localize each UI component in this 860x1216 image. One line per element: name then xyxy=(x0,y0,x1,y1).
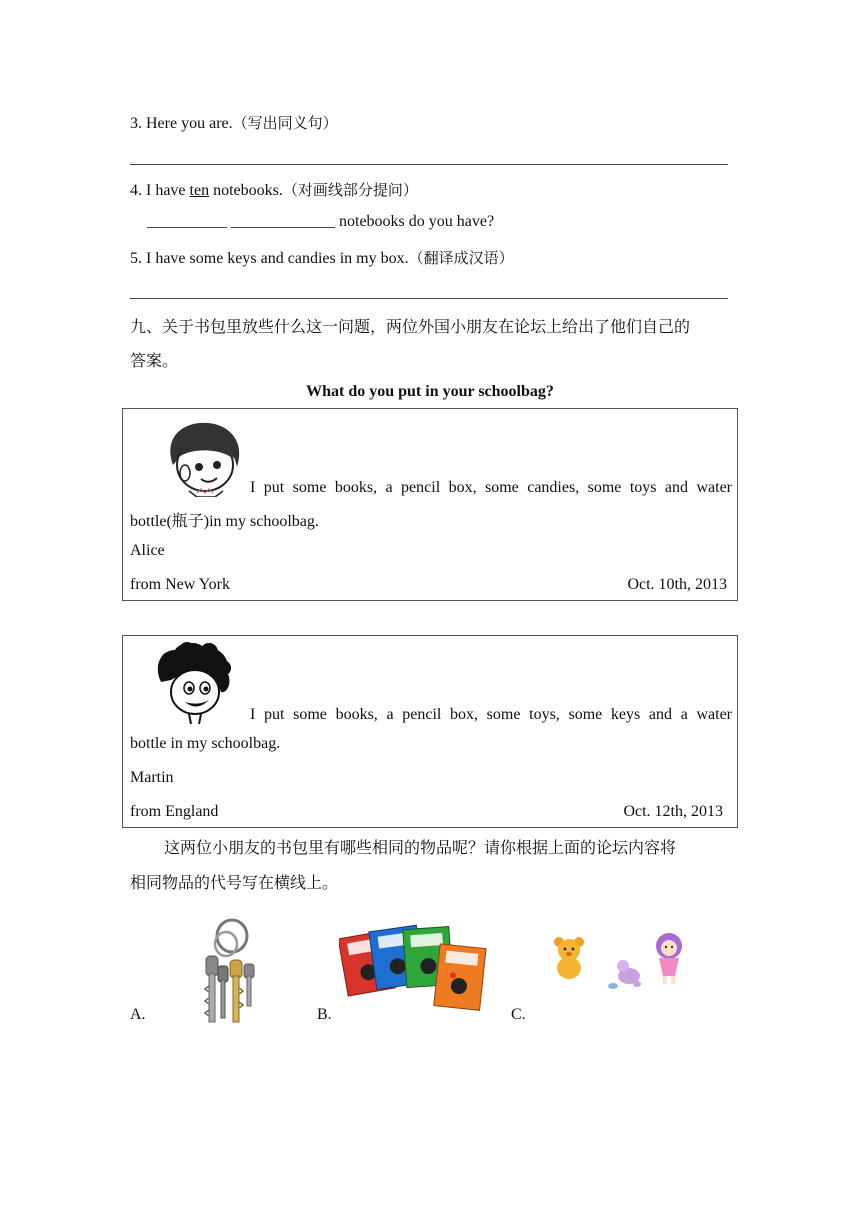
answer-line-3[interactable] xyxy=(130,164,728,165)
section-9-intro-line-2: 答案。 xyxy=(130,351,179,370)
option-a-label: A. xyxy=(130,1006,146,1023)
keys-icon xyxy=(196,916,266,1024)
question-4-answer-tail: notebooks do you have? xyxy=(335,213,495,230)
girl-avatar xyxy=(153,417,253,497)
option-a[interactable] xyxy=(130,914,270,1024)
toys-icon xyxy=(551,932,691,996)
post-1-line-1: I put some books, a pencil box, some candies, some toys and water xyxy=(250,479,732,496)
post-1-location: from New York xyxy=(130,576,230,593)
post-2-author: Martin xyxy=(130,769,174,786)
question-line-1: 这两位小朋友的书包里有哪些相同的物品呢？请你根据上面的论坛内容将 xyxy=(164,838,677,857)
question-4-prefix: 4. I have xyxy=(130,182,190,199)
post-2-line-1: I put some books, a pencil box, some toys, some keys and a water xyxy=(250,706,732,723)
option-b-label: B. xyxy=(317,1006,332,1023)
forum-post-martin xyxy=(122,635,738,828)
question-3-note: （写出同义句） xyxy=(232,114,338,132)
option-c[interactable] xyxy=(511,914,701,1024)
forum-title: What do you put in your schoolbag? xyxy=(306,383,554,400)
question-4 xyxy=(130,179,418,200)
question-4-suffix: notebooks. xyxy=(209,182,283,199)
option-c-label: C. xyxy=(511,1006,526,1023)
notebooks-icon xyxy=(339,920,489,1016)
post-2-date: Oct. 12th, 2013 xyxy=(623,803,723,820)
post-1-line-2: bottle(瓶子)in my schoolbag. xyxy=(130,513,319,530)
section-9-intro-line-1: 九、关于书包里放些什么这一问题，两位外国小朋友在论坛上给出了他们自己的 xyxy=(130,317,691,336)
answer-blank-2[interactable]: _____________ xyxy=(231,213,335,230)
post-1-author: Alice xyxy=(130,542,165,559)
post-1-date: Oct. 10th, 2013 xyxy=(627,576,727,593)
question-4-note: （对画线部分提问） xyxy=(282,181,418,199)
question-4-answer-row xyxy=(147,213,494,231)
question-5-note: （翻译成汉语） xyxy=(408,249,514,267)
question-3 xyxy=(130,112,338,133)
question-5 xyxy=(130,247,514,268)
answer-line-5[interactable] xyxy=(130,298,728,299)
post-2-location: from England xyxy=(130,803,219,820)
post-2-line-2: bottle in my schoolbag. xyxy=(130,735,281,752)
question-line-2: 相同物品的代号写在横线上。 xyxy=(130,873,339,892)
boy-avatar xyxy=(153,642,233,724)
question-5-text: 5. I have some keys and candies in my box. xyxy=(130,250,409,267)
question-3-text: 3. Here you are. xyxy=(130,115,233,132)
question-4-underlined-word: ten xyxy=(189,182,210,199)
forum-post-alice xyxy=(122,408,738,601)
option-b[interactable] xyxy=(317,914,497,1024)
answer-blank-1[interactable]: __________ xyxy=(147,213,227,230)
